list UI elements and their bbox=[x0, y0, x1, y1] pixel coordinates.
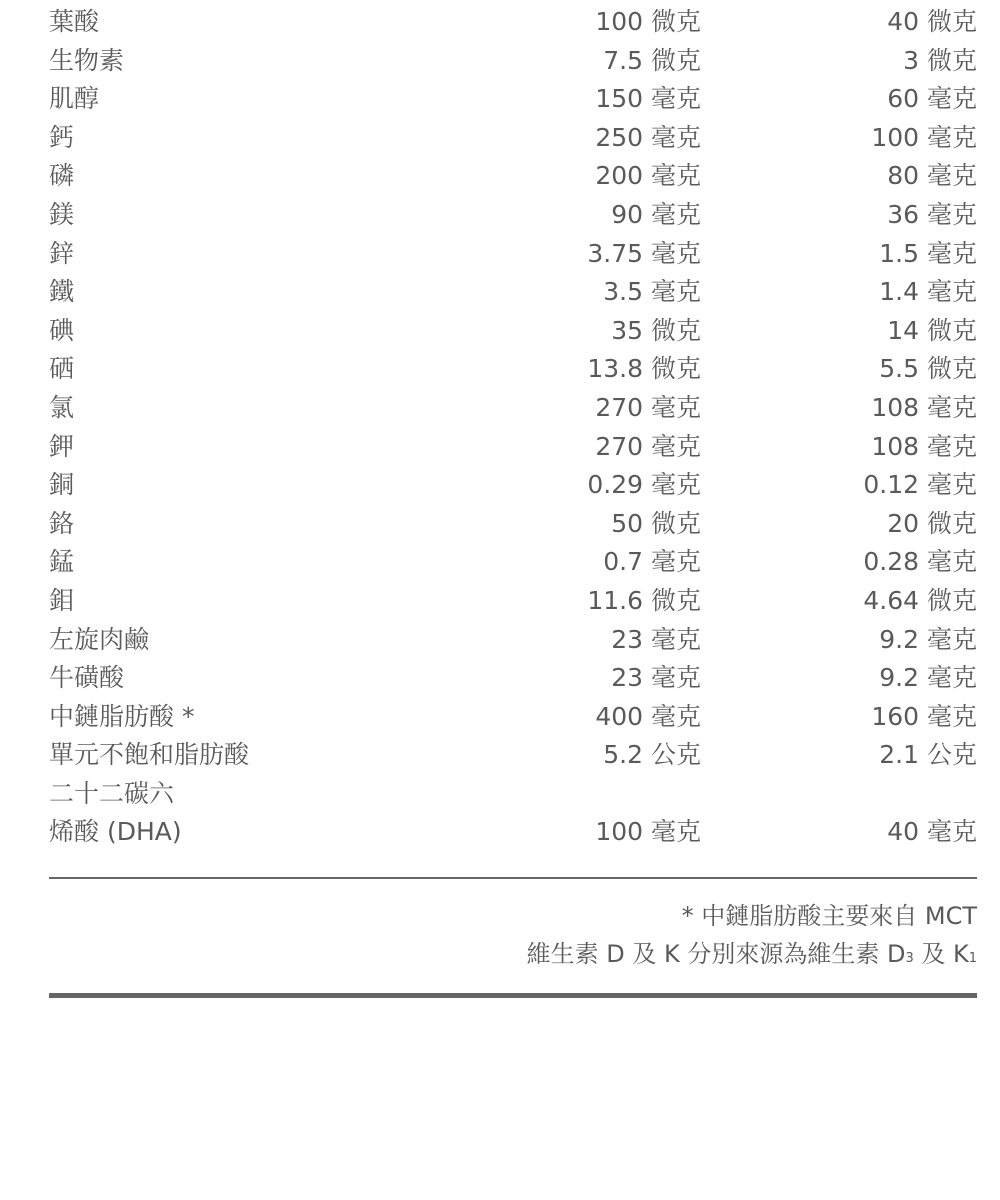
amount-per-100: 90 毫克 bbox=[611, 199, 701, 229]
nutrient-name: 鈣 bbox=[49, 122, 75, 152]
amount-per-serving: 60 毫克 bbox=[887, 84, 977, 114]
amount-per-100: 250 毫克 bbox=[595, 122, 701, 152]
table-row bbox=[49, 196, 977, 235]
table-row bbox=[49, 775, 977, 814]
table-row bbox=[49, 466, 977, 505]
amount-per-100: 100 微克 bbox=[595, 7, 701, 36]
nutrient-name: 中鏈脂肪酸 * bbox=[49, 701, 195, 731]
table-row bbox=[49, 813, 977, 852]
footnote-vitamin-text-b: 及 K bbox=[913, 940, 969, 968]
table-row bbox=[49, 42, 977, 81]
nutrient-name: 左旋肉鹼 bbox=[49, 624, 150, 654]
nutrient-name: 銅 bbox=[49, 470, 75, 500]
amount-per-100: 100 毫克 bbox=[595, 817, 701, 847]
amount-per-serving: 108 毫克 bbox=[871, 431, 977, 461]
bottom-divider bbox=[49, 993, 977, 998]
table-row bbox=[49, 157, 977, 196]
table-row bbox=[49, 389, 977, 428]
table-row bbox=[49, 543, 977, 582]
amount-per-100: 400 毫克 bbox=[595, 701, 701, 731]
footnote-vitamin-text-a: 維生素 D 及 K 分別來源為維生素 D bbox=[526, 940, 906, 968]
amount-per-100: 5.2 公克 bbox=[603, 740, 701, 770]
table-row bbox=[49, 350, 977, 389]
amount-per-serving: 14 微克 bbox=[887, 315, 977, 345]
amount-per-serving: 0.12 毫克 bbox=[863, 470, 977, 500]
amount-per-serving: 20 微克 bbox=[887, 508, 977, 538]
nutrient-name: 錳 bbox=[49, 547, 75, 577]
amount-per-100: 150 毫克 bbox=[595, 84, 701, 114]
amount-per-100: 50 微克 bbox=[611, 508, 701, 538]
amount-per-100: 0.7 毫克 bbox=[603, 547, 701, 577]
amount-per-serving: 5.5 微克 bbox=[879, 354, 977, 384]
table-row bbox=[49, 582, 977, 621]
amount-per-serving: 9.2 毫克 bbox=[879, 663, 977, 693]
amount-per-serving: 1.4 毫克 bbox=[879, 277, 977, 307]
table-row bbox=[49, 736, 977, 775]
nutrient-name: 鉀 bbox=[49, 431, 75, 461]
table-row bbox=[49, 428, 977, 467]
table-row bbox=[49, 312, 977, 351]
table-divider bbox=[49, 877, 977, 879]
amount-per-100: 200 毫克 bbox=[595, 161, 701, 191]
amount-per-serving: 2.1 公克 bbox=[879, 740, 977, 770]
nutrient-name: 二十二碳六 bbox=[49, 778, 175, 808]
footnotes bbox=[527, 897, 977, 978]
amount-per-serving: 3 微克 bbox=[903, 45, 977, 75]
amount-per-100: 23 毫克 bbox=[611, 663, 701, 693]
nutrient-name: 生物素 bbox=[49, 45, 125, 75]
nutrient-name: 牛磺酸 bbox=[49, 663, 125, 693]
table-row bbox=[49, 80, 977, 119]
amount-per-serving: 9.2 毫克 bbox=[879, 624, 977, 654]
amount-per-serving: 1.5 毫克 bbox=[879, 238, 977, 268]
nutrition-table bbox=[49, 0, 977, 849]
amount-per-100: 11.6 微克 bbox=[587, 585, 701, 615]
amount-per-serving: 0.28 毫克 bbox=[863, 547, 977, 577]
amount-per-100: 270 毫克 bbox=[595, 392, 701, 422]
nutrient-name: 鐵 bbox=[49, 277, 75, 307]
footnote-vitamin-source bbox=[527, 935, 977, 978]
amount-per-100: 270 毫克 bbox=[595, 431, 701, 461]
nutrient-name: 葉酸 bbox=[49, 7, 100, 36]
nutrient-name: 鉻 bbox=[49, 508, 75, 538]
nutrient-name: 氯 bbox=[49, 392, 75, 422]
table-row bbox=[49, 273, 977, 312]
table-row bbox=[49, 235, 977, 274]
amount-per-serving: 36 毫克 bbox=[887, 199, 977, 229]
table-row bbox=[49, 3, 977, 42]
amount-per-serving: 80 毫克 bbox=[887, 161, 977, 191]
amount-per-serving: 40 微克 bbox=[887, 7, 977, 36]
amount-per-100: 3.5 毫克 bbox=[603, 277, 701, 307]
amount-per-serving: 40 毫克 bbox=[887, 817, 977, 847]
table-row bbox=[49, 621, 977, 660]
amount-per-serving: 160 毫克 bbox=[871, 701, 977, 731]
amount-per-serving: 108 毫克 bbox=[871, 392, 977, 422]
amount-per-100: 23 毫克 bbox=[611, 624, 701, 654]
nutrient-name: 磷 bbox=[49, 161, 75, 191]
nutrient-name: 單元不飽和脂肪酸 bbox=[49, 740, 250, 770]
amount-per-100: 3.75 毫克 bbox=[587, 238, 701, 268]
amount-per-100: 35 微克 bbox=[611, 315, 701, 345]
amount-per-100: 13.8 微克 bbox=[587, 354, 701, 384]
amount-per-100: 7.5 微克 bbox=[603, 45, 701, 75]
footnote-subscript-1: 1 bbox=[968, 951, 977, 966]
table-row bbox=[49, 698, 977, 737]
footnote-mct: * 中鏈脂肪酸主要來自 MCT bbox=[681, 902, 977, 930]
nutrient-name: 碘 bbox=[49, 315, 75, 345]
amount-per-serving: 4.64 微克 bbox=[863, 585, 977, 615]
footnote-subscript-3: 3 bbox=[905, 951, 914, 966]
nutrient-name: 鎂 bbox=[49, 199, 75, 229]
table-row bbox=[49, 659, 977, 698]
amount-per-100: 0.29 毫克 bbox=[587, 470, 701, 500]
nutrient-name: 硒 bbox=[49, 354, 75, 384]
nutrient-name: 肌醇 bbox=[49, 84, 100, 114]
nutrient-name: 烯酸 (DHA) bbox=[49, 817, 182, 847]
table-row bbox=[49, 505, 977, 544]
table-row bbox=[49, 119, 977, 158]
nutrient-name: 鋅 bbox=[49, 238, 75, 268]
amount-per-serving: 100 毫克 bbox=[871, 122, 977, 152]
nutrient-name: 鉬 bbox=[49, 585, 75, 615]
